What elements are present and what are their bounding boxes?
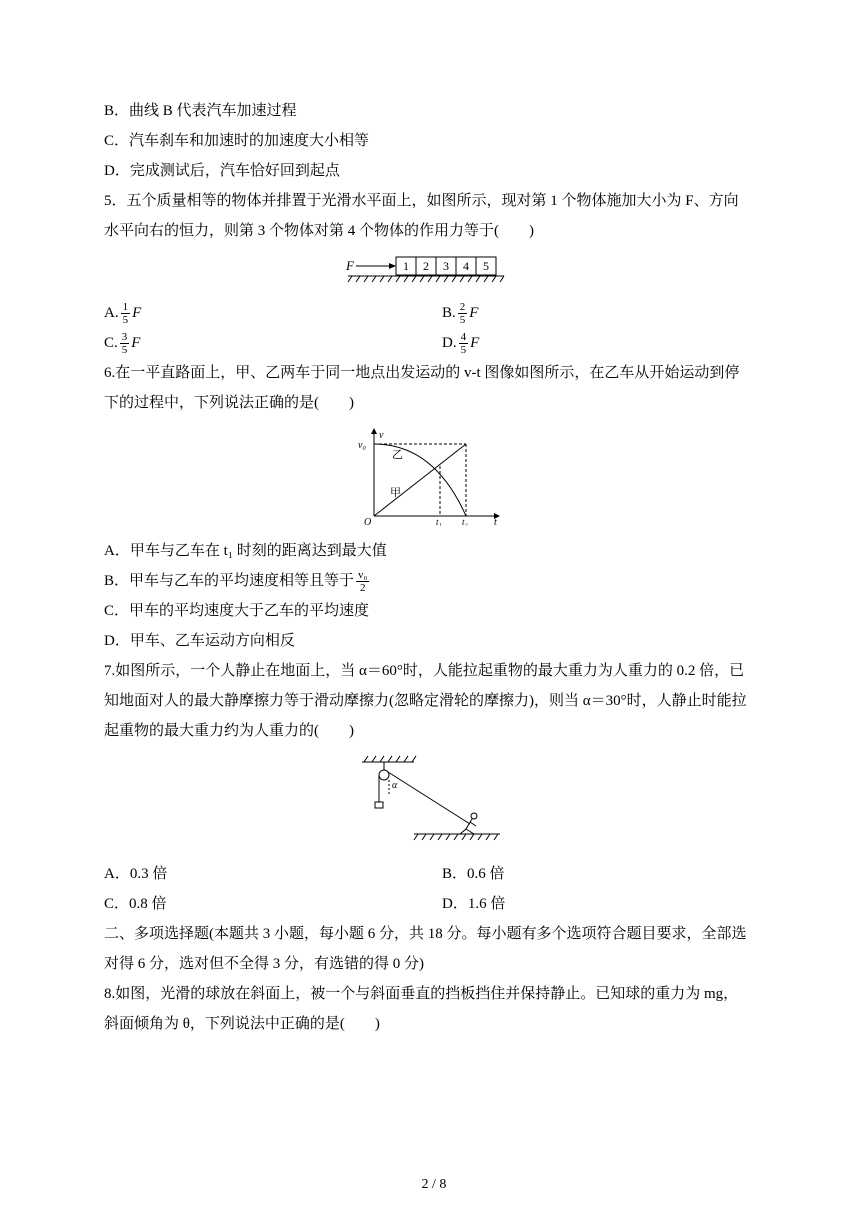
blocks-diagram xyxy=(344,254,514,288)
q7-options-row-1 xyxy=(104,859,754,889)
floor-hatch xyxy=(414,834,498,840)
origin-label: O xyxy=(364,517,372,526)
q7-options-row-2 xyxy=(104,889,754,919)
alpha-label: α xyxy=(392,780,398,791)
block-label-4: 4 xyxy=(463,259,469,273)
q7-figure xyxy=(104,754,754,849)
ground-hatch xyxy=(348,276,504,282)
q6-option-c: C．甲车的平均速度大于乙车的平均速度 xyxy=(104,603,370,619)
person-body xyxy=(460,819,476,834)
v0-label: v₀ xyxy=(358,440,366,451)
q7-option-d: D．1.6 倍 xyxy=(442,896,506,912)
q5-option-c-fraction: $\frac{3}{5}$ xyxy=(121,331,128,357)
q7-option-a: A．0.3 倍 xyxy=(104,866,168,882)
vt-graph xyxy=(354,426,504,526)
ceiling-hatch xyxy=(364,756,416,762)
rope-slanted xyxy=(388,772,470,824)
q6-figure xyxy=(104,426,754,526)
q6-stem-line2: 下的过程中，下列说法正确的是( ) xyxy=(104,395,354,411)
q5-figure xyxy=(104,254,754,288)
q7-stem-line3: 起重物的最大重力约为人重力的( ) xyxy=(104,723,354,739)
section2-heading-line2: 对得 6 分，选对但不全得 3 分，有选错的得 0 分) xyxy=(104,956,424,972)
block-label-2: 2 xyxy=(423,259,429,273)
q7-stem-line2: 知地面对人的最大静摩擦力等于滑动摩擦力(忽略定滑轮的摩擦力)，则当 α＝30°时，人静止时能拉 xyxy=(104,693,747,709)
weight-block xyxy=(375,802,383,808)
q7-stem-line1: 7.如图所示，一个人静止在地面上，当 α＝60°时，人能拉起重物的最大重力为人重力的 0.2 倍，已 xyxy=(104,663,745,679)
q6-option-a: A．甲车与乙车在 t₁ 时刻的距离达到最大值 xyxy=(104,543,387,559)
t2-label: t₂ xyxy=(462,517,468,526)
jia-line xyxy=(374,444,466,516)
q5-option-b-fraction: $\frac{2}{5}$ xyxy=(459,301,466,327)
t-label: t xyxy=(494,517,497,526)
q5-stem-line2: 水平向右的恒力，则第 3 个物体对第 4 个物体的作用力等于( ) xyxy=(104,223,534,239)
q6-stem-line1: 6.在一平直路面上，甲、乙两车于同一地点出发运动的 v-t 图像如图所示，在乙车从开始运动到停 xyxy=(104,365,740,381)
page-number: 2 / 8 xyxy=(421,1177,447,1192)
v-label: v xyxy=(379,430,384,441)
q7-option-c: C．0.8 倍 xyxy=(104,896,167,912)
yi-label: 乙 xyxy=(392,449,403,461)
pulley-wheel xyxy=(379,770,389,780)
section2-heading-line1: 二、多项选择题(本题共 3 小题，每小题 6 分，共 18 分。每小题有多个选项符合题目要求，全部选 xyxy=(104,926,747,942)
t1-label: t₁ xyxy=(436,517,442,526)
option-c-acceleration: C．汽车刹车和加速时的加速度大小相等 xyxy=(104,133,370,149)
q5-option-c: C. $\frac{3}{5}$ F xyxy=(104,331,141,357)
q5-option-d: D. $\frac{4}{5}$ F xyxy=(442,331,480,357)
option-d-return: D．完成测试后，汽车恰好回到起点 xyxy=(104,163,340,179)
v-axis-arrow xyxy=(371,428,377,434)
q5-stem-line1: 5．五个质量相等的物体并排置于光滑水平面上，如图所示，现对第 1 个物体施加大小为 F、方向 xyxy=(104,193,739,209)
block-label-1: 1 xyxy=(403,259,409,273)
q8-stem-line1: 8.如图，光滑的球放在斜面上，被一个与斜面垂直的挡板挡住并保持静止。已知球的重力为 mg， xyxy=(104,986,739,1002)
q6-option-d: D．甲车、乙车运动方向相反 xyxy=(104,633,295,649)
q5-option-a-fraction: $\frac{1}{5}$ xyxy=(122,301,129,327)
q7-option-b: B．0.6 倍 xyxy=(442,866,505,882)
q5-option-d-fraction: $\frac{4}{5}$ xyxy=(460,331,467,357)
option-b-curve: B．曲线 B 代表汽车加速过程 xyxy=(104,103,297,119)
force-arrow-head xyxy=(389,263,396,269)
q5-option-b: B. $\frac{2}{5}$ F xyxy=(442,301,479,327)
block-label-3: 3 xyxy=(443,259,449,273)
q5-options-row-2 xyxy=(104,328,754,358)
jia-label: 甲 xyxy=(390,487,401,499)
q5-option-a: A. $\frac{1}{5}$ F xyxy=(104,301,142,327)
block-label-5: 5 xyxy=(483,259,489,273)
page-content xyxy=(104,96,754,1039)
q8-stem-line2: 斜面倾角为 θ，下列说法中正确的是( ) xyxy=(104,1016,380,1032)
force-label: F xyxy=(346,258,354,273)
person-head xyxy=(471,813,477,819)
q6-option-b-fraction: $\frac{\text{v₀}}{2}$ xyxy=(358,569,368,595)
q5-options-row-1 xyxy=(104,298,754,328)
q6-option-b: B．甲车与乙车的平均速度相等且等于 $\frac{\text{v₀}}{2}$ xyxy=(104,569,368,595)
pulley-diagram xyxy=(354,754,504,849)
